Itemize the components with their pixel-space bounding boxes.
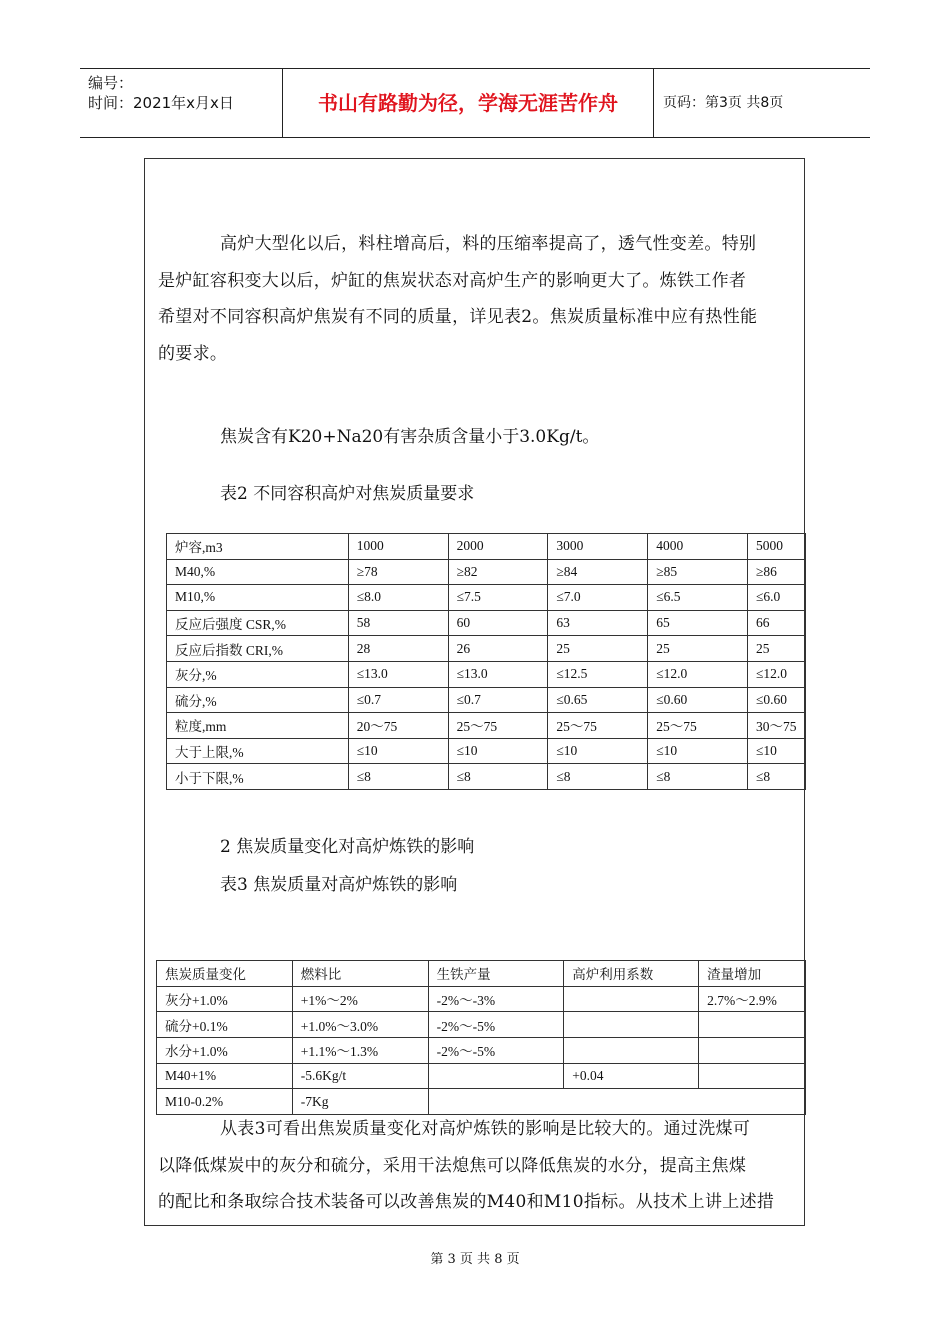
paragraph-line: 的配比和条取综合技术装备可以改善焦炭的M40和M10指标。从技术上讲上述措 bbox=[158, 1192, 775, 1213]
table-cell: 63 bbox=[548, 610, 648, 636]
table-row bbox=[167, 764, 806, 790]
table-cell: 5000 bbox=[748, 534, 806, 560]
row-label-cell: 灰分+1.0% bbox=[157, 986, 293, 1012]
table-cell: ≤0.60 bbox=[748, 687, 806, 713]
table-cell: ≤8 bbox=[448, 764, 548, 790]
row-label-cell: M40+1% bbox=[157, 1063, 293, 1089]
table-cell: ≤6.5 bbox=[648, 585, 748, 611]
table-cell: -5.6Kg/t bbox=[292, 1063, 428, 1089]
table-cell: ≤7.0 bbox=[548, 585, 648, 611]
table-cell: 66 bbox=[748, 610, 806, 636]
table-row bbox=[167, 610, 806, 636]
table-cell: ≤10 bbox=[548, 738, 648, 764]
table-cell: 25 bbox=[748, 636, 806, 662]
header-meta bbox=[88, 73, 288, 113]
table-cell: ≤12.0 bbox=[648, 661, 748, 687]
table-cell: ≤10 bbox=[348, 738, 448, 764]
table-cell: ≤8 bbox=[648, 764, 748, 790]
coke-quality-impact-table bbox=[156, 960, 806, 1115]
table-cell: +1.0%～3.0% bbox=[292, 1012, 428, 1038]
table-cell: -2%～-5% bbox=[428, 1012, 564, 1038]
paragraph-line: 高炉大型化以后，料柱增高后，料的压缩率提高了，透气性变差。特别 bbox=[220, 234, 757, 254]
table-cell: 60 bbox=[448, 610, 548, 636]
table-header-row bbox=[157, 961, 806, 987]
table-header-row bbox=[167, 534, 806, 560]
table-cell: ≤13.0 bbox=[348, 661, 448, 687]
table-cell: ≤12.5 bbox=[548, 661, 648, 687]
table-cell: ≤7.5 bbox=[448, 585, 548, 611]
table-cell: ≤8.0 bbox=[348, 585, 448, 611]
table-cell: +0.04 bbox=[564, 1063, 699, 1089]
paragraph-line: 的要求。 bbox=[158, 344, 228, 365]
paragraph-impurity: 焦炭含有K20+Na20有害杂质含量小于3.0Kg/t。 bbox=[220, 427, 600, 447]
table-cell: +1%～2% bbox=[292, 986, 428, 1012]
table-row bbox=[167, 738, 806, 764]
table-cell: 1000 bbox=[348, 534, 448, 560]
table-cell bbox=[428, 1063, 564, 1089]
column-header: 焦炭质量变化 bbox=[157, 961, 293, 987]
table-cell: 4000 bbox=[648, 534, 748, 560]
row-label-cell: 炉容,m3 bbox=[167, 534, 349, 560]
table-cell: 26 bbox=[448, 636, 548, 662]
row-label-cell: 反应后强度 CSR,% bbox=[167, 610, 349, 636]
table-cell bbox=[699, 1012, 806, 1038]
table-cell: +1.1%～1.3% bbox=[292, 1038, 428, 1064]
column-header: 高炉利用系数 bbox=[564, 961, 699, 987]
table-cell: ≤0.7 bbox=[448, 687, 548, 713]
table-row bbox=[157, 1038, 806, 1064]
table-cell: 28 bbox=[348, 636, 448, 662]
table-cell: ≤0.60 bbox=[648, 687, 748, 713]
row-label-cell: 水分+1.0% bbox=[157, 1038, 293, 1064]
table-row bbox=[157, 1063, 806, 1089]
table-cell: 65 bbox=[648, 610, 748, 636]
table-cell: 2.7%～2.9% bbox=[699, 986, 806, 1012]
row-label-cell: 硫分+0.1% bbox=[157, 1012, 293, 1038]
row-label-cell: 大于上限,% bbox=[167, 738, 349, 764]
table-cell: ≥82 bbox=[448, 559, 548, 585]
table-row bbox=[167, 687, 806, 713]
row-label-cell: M40,% bbox=[167, 559, 349, 585]
table-cell: ≤10 bbox=[648, 738, 748, 764]
table-row bbox=[167, 661, 806, 687]
table-cell: 58 bbox=[348, 610, 448, 636]
table-cell bbox=[564, 1012, 699, 1038]
table-cell: -7Kg bbox=[292, 1089, 428, 1115]
table-cell: ≤10 bbox=[448, 738, 548, 764]
section-heading: 2 焦炭质量变化对高炉炼铁的影响 bbox=[220, 837, 475, 857]
row-label-cell: 小于下限,% bbox=[167, 764, 349, 790]
row-label-cell: M10,% bbox=[167, 585, 349, 611]
table-cell: 3000 bbox=[548, 534, 648, 560]
table-cell: ≤13.0 bbox=[448, 661, 548, 687]
row-label-cell: 硫分,% bbox=[167, 687, 349, 713]
table2-caption: 表2 不同容积高炉对焦炭质量要求 bbox=[220, 484, 475, 504]
table-row bbox=[167, 636, 806, 662]
paragraph-line: 从表3可看出焦炭质量变化对高炉炼铁的影响是比较大的。通过洗煤可 bbox=[220, 1119, 751, 1139]
table-cell: -2%～-5% bbox=[428, 1038, 564, 1064]
table-cell: ≤0.7 bbox=[348, 687, 448, 713]
table-cell bbox=[564, 986, 699, 1012]
table-cell: 20～75 bbox=[348, 713, 448, 739]
table-row bbox=[167, 559, 806, 585]
page-header bbox=[80, 68, 870, 138]
table-cell: 25 bbox=[548, 636, 648, 662]
table-cell: ≥84 bbox=[548, 559, 648, 585]
table-cell: 25～75 bbox=[548, 713, 648, 739]
table-cell: 25 bbox=[648, 636, 748, 662]
page-footer: 第 3 页 共 8 页 bbox=[430, 1252, 520, 1267]
doc-number-label: 编号： bbox=[88, 74, 134, 92]
table-cell bbox=[564, 1038, 699, 1064]
paragraph-conclusion bbox=[158, 1111, 798, 1221]
table-cell: ≤8 bbox=[748, 764, 806, 790]
paragraph-intro bbox=[158, 226, 798, 373]
paragraph-line: 希望对不同容积高炉焦炭有不同的质量，详见表2。焦炭质量标准中应有热性能 bbox=[158, 307, 758, 328]
table-row bbox=[167, 713, 806, 739]
table-cell: ≥85 bbox=[648, 559, 748, 585]
table-cell: -2%～-3% bbox=[428, 986, 564, 1012]
table-row bbox=[157, 986, 806, 1012]
column-header: 燃料比 bbox=[292, 961, 428, 987]
table-cell: 25～75 bbox=[648, 713, 748, 739]
doc-time-label: 时间：2021年x月x日 bbox=[88, 94, 234, 112]
table-cell: 30～75 bbox=[748, 713, 806, 739]
table-cell: ≥86 bbox=[748, 559, 806, 585]
row-label-cell: M10-0.2% bbox=[157, 1089, 293, 1115]
header-motto: 书山有路勤为径，学海无涯苦作舟 bbox=[318, 91, 618, 115]
table-cell: 2000 bbox=[448, 534, 548, 560]
row-label-cell: 粒度,mm bbox=[167, 713, 349, 739]
paragraph-line: 是炉缸容积变大以后，炉缸的焦炭状态对高炉生产的影响更大了。炼铁工作者 bbox=[158, 270, 747, 291]
paragraph-line: 以降低煤炭中的灰分和硫分，采用干法熄焦可以降低焦炭的水分，提高主焦煤 bbox=[158, 1155, 747, 1176]
table-cell: ≤8 bbox=[348, 764, 448, 790]
table-row bbox=[157, 1012, 806, 1038]
table-cell bbox=[699, 1038, 806, 1064]
table-cell: ≤12.0 bbox=[748, 661, 806, 687]
table3-caption: 表3 焦炭质量对高炉炼铁的影响 bbox=[220, 875, 458, 895]
table-cell: ≤8 bbox=[548, 764, 648, 790]
table-cell: 25～75 bbox=[448, 713, 548, 739]
table-cell: ≤10 bbox=[748, 738, 806, 764]
table-cell: ≤6.0 bbox=[748, 585, 806, 611]
table-cell: ≤0.65 bbox=[548, 687, 648, 713]
column-header: 渣量增加 bbox=[699, 961, 806, 987]
row-label-cell: 灰分,% bbox=[167, 661, 349, 687]
header-page-info: 页码：第3页 共8页 bbox=[663, 95, 784, 111]
header-divider bbox=[653, 69, 654, 137]
coke-quality-requirements-table bbox=[166, 533, 806, 790]
table-row bbox=[167, 585, 806, 611]
row-label-cell: 反应后指数 CRI,% bbox=[167, 636, 349, 662]
table-cell: ≥78 bbox=[348, 559, 448, 585]
table-cell bbox=[699, 1063, 806, 1089]
column-header: 生铁产量 bbox=[428, 961, 564, 987]
